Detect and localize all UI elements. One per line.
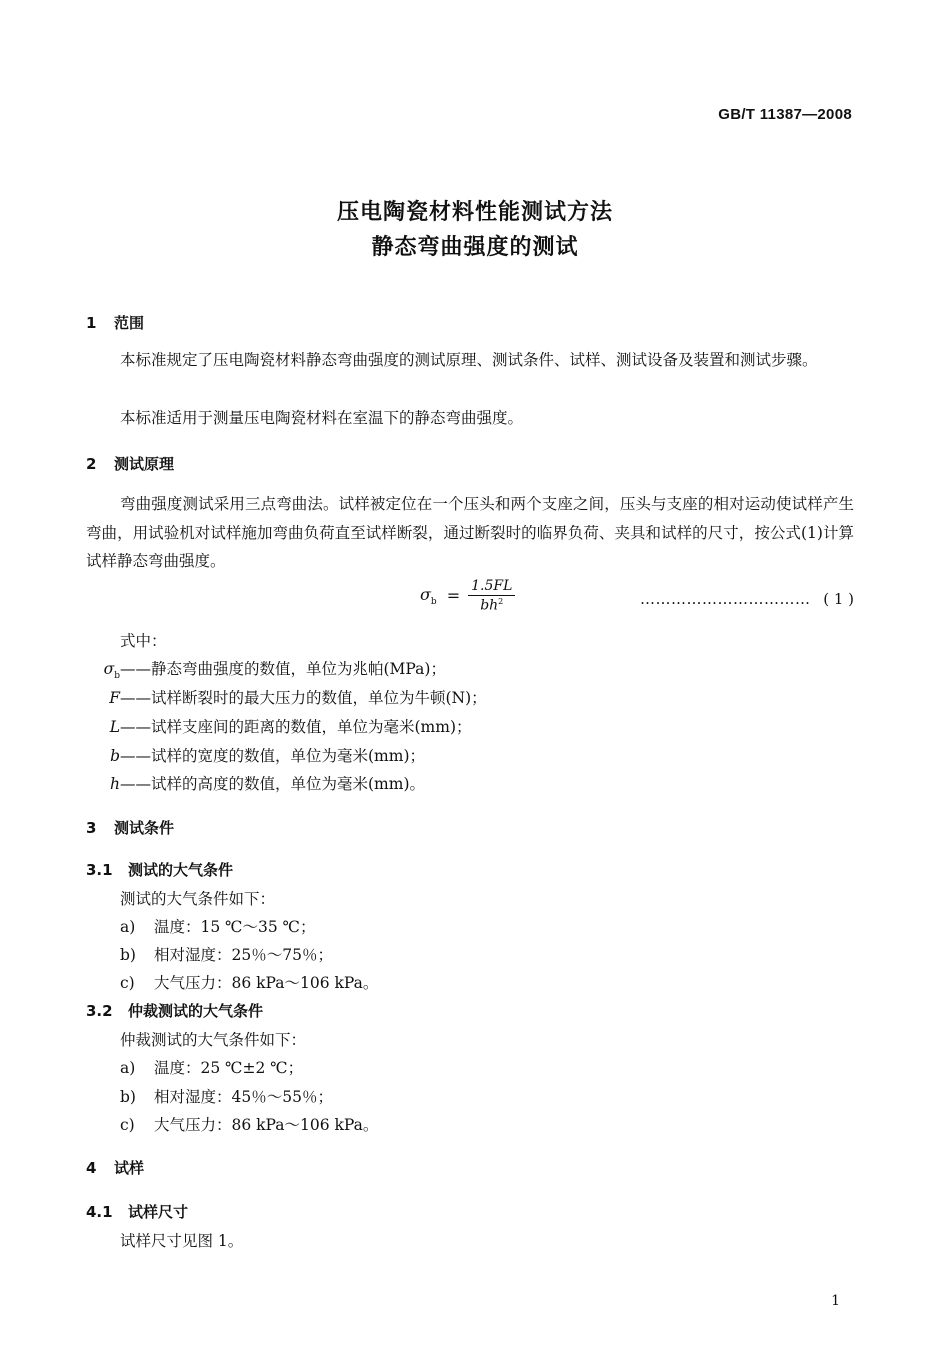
variable-definition: $\sigma_b——$静态弯曲强度的数值，单位为兆帕(MPa)；	[103, 660, 446, 682]
subsection-title: 测试的大气条件	[128, 861, 234, 879]
list-item: b) 相对湿度：45％～55％；	[120, 1088, 333, 1106]
formula-numerator: 1.5FL	[468, 578, 515, 596]
subsection-number: 4.1	[86, 1203, 113, 1221]
list-item: c) 大气压力：86 kPa～106 kPa。	[120, 1116, 379, 1134]
section-1-heading	[86, 312, 144, 333]
section-number: 2	[86, 455, 97, 473]
paragraph: 本标准适用于测量压电陶瓷材料在室温下的静态弯曲强度。	[120, 409, 524, 427]
variable-definition: b——试样的宽度的数值，单位为毫米(mm)；	[110, 747, 425, 765]
section-number: 1	[86, 314, 97, 332]
paragraph: 试样尺寸见图 1。	[120, 1232, 244, 1250]
formula-leader-dots: ……………………………	[640, 590, 811, 608]
section-title: 测试原理	[114, 455, 175, 473]
subsection-title: 试样尺寸	[128, 1203, 189, 1221]
standard-number: GB/T 11387—2008	[718, 106, 852, 123]
paragraph: 弯曲强度测试采用三点弯曲法。试样被定位在一个压头和两个支座之间，压头与支座的相对运动使试样产生弯曲，用试验机对试样施加弯曲负荷直至试样断裂，通过断裂时的临界负荷、夹具和试样的尺寸，按公式(1)计算试样静态弯曲强度。	[86, 495, 854, 570]
subsection-3-1-heading	[86, 859, 233, 880]
list-item: b) 相对湿度：25％～75％；	[120, 946, 333, 964]
list-item: a) 温度：15 ℃～35 ℃；	[120, 918, 316, 936]
list-intro: 测试的大气条件如下：	[120, 890, 276, 908]
subsection-3-2-heading	[86, 1000, 263, 1021]
paragraph: 本标准规定了压电陶瓷材料静态弯曲强度的测试原理、测试条件、试样、测试设备及装置和测试步骤。	[120, 351, 818, 369]
section-2-heading	[86, 453, 174, 474]
section-title: 范围	[114, 314, 145, 332]
section-4-heading	[86, 1157, 144, 1178]
subsection-4-1-heading	[86, 1201, 188, 1222]
section-number: 4	[86, 1159, 97, 1177]
section-number: 3	[86, 819, 97, 837]
subsection-number: 3.1	[86, 861, 113, 879]
subsection-title: 仲裁测试的大气条件	[128, 1002, 264, 1020]
list-item: a) 温度：25 ℃±2 ℃；	[120, 1059, 304, 1077]
document-subtitle: 静态弯曲强度的测试	[371, 235, 579, 260]
section-title: 测试条件	[114, 819, 175, 837]
equation-number: ( 1 )	[823, 590, 854, 608]
document-title: 压电陶瓷材料性能测试方法	[336, 200, 613, 225]
variable-definition: L——试样支座间的距离的数值，单位为毫米(mm)；	[109, 718, 472, 736]
list-intro: 仲裁测试的大气条件如下：	[120, 1031, 307, 1049]
formula-equals: =	[446, 586, 461, 606]
subsection-number: 3.2	[86, 1002, 113, 1020]
formula-fraction	[468, 578, 515, 614]
where-label: 式中：	[120, 632, 167, 650]
page-number: 1	[831, 1293, 840, 1309]
formula	[420, 578, 515, 614]
formula-lhs: $\sigma_b$	[420, 584, 437, 607]
formula-denominator: $bh^2$	[480, 597, 504, 614]
section-title: 试样	[114, 1159, 145, 1177]
variable-definition: h——试样的高度的数值，单位为毫米(mm)。	[110, 775, 425, 793]
section-3-heading	[86, 817, 174, 838]
variable-definition: F——试样断裂时的最大压力的数值，单位为牛顿(N)；	[109, 689, 487, 707]
list-item: c) 大气压力：86 kPa～106 kPa。	[120, 974, 379, 992]
